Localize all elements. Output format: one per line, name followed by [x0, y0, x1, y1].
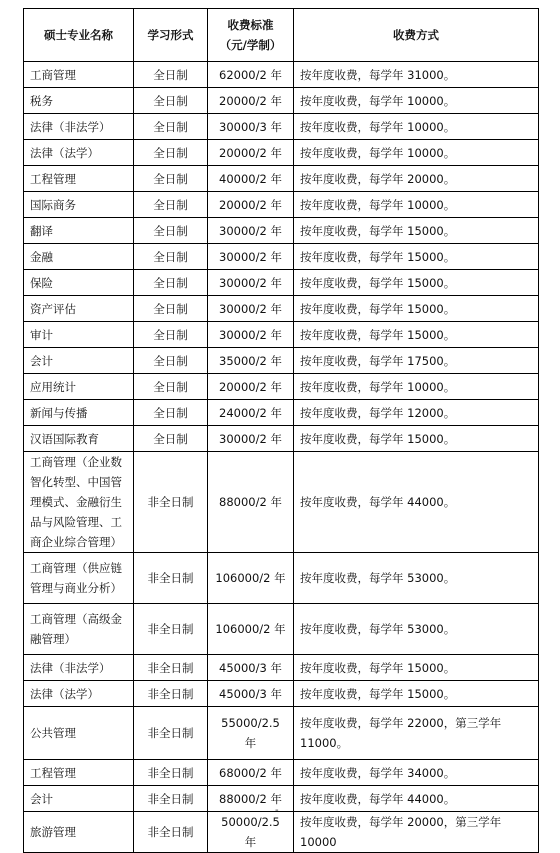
table-row: [24, 760, 539, 786]
program-name-cell: 公共管理: [24, 707, 134, 760]
header-program-name: 硕士专业名称: [24, 9, 134, 62]
header-fee-standard: [208, 9, 294, 62]
table-row: [24, 374, 539, 400]
page-footer-mark: -: [275, 805, 279, 816]
table-row: [24, 166, 539, 192]
payment-method-cell: 按年度收费，每学年 31000。: [294, 62, 539, 88]
payment-method-cell: 按年度收费，每学年 44000。: [294, 786, 539, 812]
study-mode-cell: 非全日制: [134, 452, 208, 553]
study-mode-cell: 全日制: [134, 166, 208, 192]
program-name-cell: 工程管理: [24, 166, 134, 192]
payment-method-cell: 按年度收费，每学年 20000。: [294, 166, 539, 192]
fee-standard-cell: 20000/2 年: [208, 192, 294, 218]
study-mode-cell: 全日制: [134, 114, 208, 140]
fee-standard-cell: 106000/2 年: [208, 604, 294, 655]
fee-standard-cell: 24000/2 年: [208, 400, 294, 426]
table-row: [24, 270, 539, 296]
study-mode-cell: 非全日制: [134, 707, 208, 760]
fee-standard-cell: 30000/2 年: [208, 426, 294, 452]
table-row: [24, 786, 539, 812]
payment-method-cell: 按年度收费，每学年 15000。: [294, 296, 539, 322]
table-row: [24, 553, 539, 604]
table-row: [24, 192, 539, 218]
study-mode-cell: 非全日制: [134, 786, 208, 812]
header-payment-method: 收费方式: [294, 9, 539, 62]
payment-method-cell: 按年度收费，每学年 15000。: [294, 244, 539, 270]
fee-standard-cell: 30000/2 年: [208, 322, 294, 348]
payment-method-cell: 按年度收费，每学年 15000。: [294, 218, 539, 244]
study-mode-cell: 非全日制: [134, 681, 208, 707]
program-name-cell: 工商管理（供应链管理与商业分析）: [24, 553, 134, 604]
study-mode-cell: 非全日制: [134, 604, 208, 655]
program-name-cell: 审计: [24, 322, 134, 348]
study-mode-cell: 全日制: [134, 374, 208, 400]
program-name-cell: 法律（法学）: [24, 140, 134, 166]
program-name-cell: 工商管理（企业数智化转型、中国管理模式、金融衍生品与风险管理、工商企业综合管理）: [24, 452, 134, 553]
table-row: [24, 655, 539, 681]
study-mode-cell: 全日制: [134, 400, 208, 426]
fee-standard-cell: 68000/2 年: [208, 760, 294, 786]
payment-method-cell: 按年度收费，每学年 15000。: [294, 426, 539, 452]
fee-standard-cell: 62000/2 年: [208, 62, 294, 88]
study-mode-cell: 非全日制: [134, 812, 208, 853]
payment-method-cell: 按年度收费，每学年 10000。: [294, 88, 539, 114]
fee-standard-cell: 55000/2.5 年: [208, 707, 294, 760]
payment-method-cell: 按年度收费，每学年 44000。: [294, 452, 539, 553]
program-name-cell: 翻译: [24, 218, 134, 244]
program-name-cell: 工商管理: [24, 62, 134, 88]
fee-standard-cell: 20000/2 年: [208, 374, 294, 400]
payment-method-cell: 按年度收费，每学年 53000。: [294, 604, 539, 655]
study-mode-cell: 全日制: [134, 296, 208, 322]
payment-method-cell: 按年度收费，每学年 15000。: [294, 681, 539, 707]
program-name-cell: 税务: [24, 88, 134, 114]
table-row: [24, 88, 539, 114]
fee-standard-cell: 40000/2 年: [208, 166, 294, 192]
study-mode-cell: 非全日制: [134, 655, 208, 681]
table-row: [24, 62, 539, 88]
fee-table: [23, 8, 539, 853]
payment-method-cell: 按年度收费，每学年 10000。: [294, 374, 539, 400]
payment-method-cell: 按年度收费，每学年 15000。: [294, 270, 539, 296]
program-name-cell: 金融: [24, 244, 134, 270]
table-row: [24, 426, 539, 452]
payment-method-cell: 按年度收费，每学年 15000。: [294, 322, 539, 348]
table-row: [24, 452, 539, 553]
study-mode-cell: 全日制: [134, 192, 208, 218]
fee-standard-cell: 30000/2 年: [208, 296, 294, 322]
program-name-cell: 会计: [24, 348, 134, 374]
study-mode-cell: 全日制: [134, 62, 208, 88]
study-mode-cell: 非全日制: [134, 760, 208, 786]
fee-standard-cell: 45000/3 年: [208, 681, 294, 707]
fee-standard-cell: 88000/2 年: [208, 452, 294, 553]
fee-standard-cell: 20000/2 年: [208, 88, 294, 114]
program-name-cell: 法律（非法学）: [24, 114, 134, 140]
fee-standard-cell: 20000/2 年: [208, 140, 294, 166]
table-row: [24, 114, 539, 140]
table-header-row: [24, 9, 539, 62]
study-mode-cell: 全日制: [134, 322, 208, 348]
table-row: [24, 812, 539, 853]
payment-method-cell: 按年度收费，每学年 10000。: [294, 192, 539, 218]
fee-standard-cell: 106000/2 年: [208, 553, 294, 604]
header-fee-line2: （元/学制）: [219, 38, 282, 52]
program-name-cell: 资产评估: [24, 296, 134, 322]
program-name-cell: 法律（非法学）: [24, 655, 134, 681]
header-fee-line1: 收费标准: [227, 18, 274, 32]
program-name-cell: 工程管理: [24, 760, 134, 786]
payment-method-cell: 按年度收费，每学年 22000，第三学年 11000。: [294, 707, 539, 760]
fee-standard-cell: 35000/2 年: [208, 348, 294, 374]
table-row: [24, 218, 539, 244]
program-name-cell: 会计: [24, 786, 134, 812]
fee-standard-cell: 50000/2.5 年: [208, 812, 294, 853]
payment-method-cell: 按年度收费，每学年 34000。: [294, 760, 539, 786]
table-row: [24, 707, 539, 760]
study-mode-cell: 全日制: [134, 218, 208, 244]
program-name-cell: 法律（法学）: [24, 681, 134, 707]
program-name-cell: 应用统计: [24, 374, 134, 400]
payment-method-cell: 按年度收费，每学年 53000。: [294, 553, 539, 604]
payment-method-cell: 按年度收费，每学年 10000。: [294, 140, 539, 166]
table-row: [24, 296, 539, 322]
payment-method-cell: 按年度收费，每学年 20000，第三学年 10000: [294, 812, 539, 853]
table-row: [24, 681, 539, 707]
study-mode-cell: 全日制: [134, 426, 208, 452]
fee-standard-cell: 45000/3 年: [208, 655, 294, 681]
study-mode-cell: 全日制: [134, 244, 208, 270]
payment-method-cell: 按年度收费，每学年 12000。: [294, 400, 539, 426]
payment-method-cell: 按年度收费，每学年 15000。: [294, 655, 539, 681]
program-name-cell: 国际商务: [24, 192, 134, 218]
program-name-cell: 工商管理（高级金融管理）: [24, 604, 134, 655]
payment-method-cell: 按年度收费，每学年 10000。: [294, 114, 539, 140]
program-name-cell: 旅游管理: [24, 812, 134, 853]
table-row: [24, 604, 539, 655]
study-mode-cell: 全日制: [134, 270, 208, 296]
table-row: [24, 244, 539, 270]
table-row: [24, 140, 539, 166]
fee-standard-cell: 30000/2 年: [208, 270, 294, 296]
study-mode-cell: 全日制: [134, 88, 208, 114]
payment-method-cell: 按年度收费，每学年 17500。: [294, 348, 539, 374]
study-mode-cell: 非全日制: [134, 553, 208, 604]
table-row: [24, 400, 539, 426]
study-mode-cell: 全日制: [134, 348, 208, 374]
header-study-mode: 学习形式: [134, 9, 208, 62]
fee-standard-cell: 30000/2 年: [208, 244, 294, 270]
program-name-cell: 保险: [24, 270, 134, 296]
study-mode-cell: 全日制: [134, 140, 208, 166]
table-row: [24, 348, 539, 374]
program-name-cell: 新闻与传播: [24, 400, 134, 426]
fee-standard-cell: 30000/2 年: [208, 218, 294, 244]
fee-standard-cell: 88000/2 年: [208, 786, 294, 812]
program-name-cell: 汉语国际教育: [24, 426, 134, 452]
table-row: [24, 322, 539, 348]
fee-standard-cell: 30000/3 年: [208, 114, 294, 140]
